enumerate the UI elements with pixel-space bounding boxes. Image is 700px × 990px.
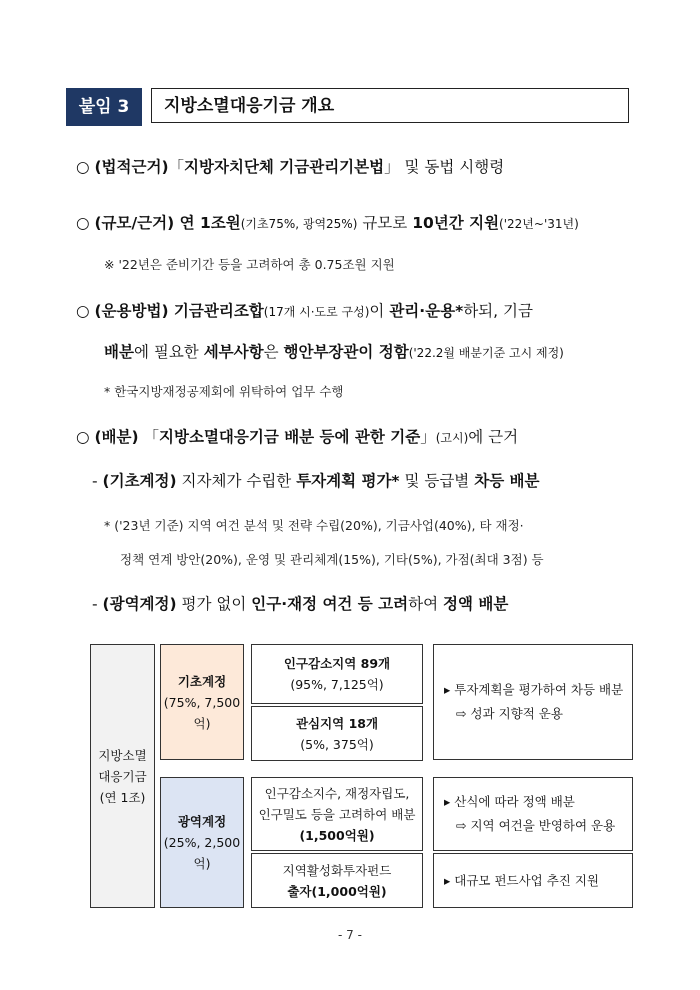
bullet-operation	[76, 299, 533, 321]
fund-desc-box	[433, 853, 633, 908]
operation-details: 세부사항	[203, 343, 264, 361]
regional-fund-line-2: 출자(1,000억원)	[287, 883, 387, 899]
attachment-tag: 붙임 3	[66, 88, 142, 126]
bullet-mark: ○	[76, 302, 90, 320]
population-decline-share: (95%, 7,125억)	[290, 677, 384, 692]
bullet-legal-basis	[76, 155, 504, 177]
wide-desc-line-1: ▸ 산식에 따라 정액 배분	[444, 794, 575, 809]
law-name: 지방자치단체 기금관리기본법	[184, 158, 385, 176]
page-title: 지방소멸대응기금 개요	[151, 88, 629, 123]
legal-basis-head: (법적근거)	[94, 158, 169, 176]
distribution-standard: 지방소멸대응기금 배분 등에 관한 기준	[159, 428, 421, 446]
wide-desc-box	[433, 777, 633, 851]
basic-account-head: (기초계정)	[102, 472, 177, 490]
operation-minister: 행안부장관이 정함	[283, 343, 409, 361]
basic-account-t2: 및 등급별	[399, 472, 475, 490]
interest-region-title: 관심지역 18개	[295, 715, 379, 731]
quote-open: 「	[168, 158, 185, 176]
scale-period: 10년간 지원	[412, 214, 500, 232]
basic-account-t1: 지자체가 수립한	[176, 472, 297, 490]
wide-account-box	[160, 777, 244, 908]
operation-line-2	[104, 340, 564, 362]
operation-t1: 에 필요한	[133, 343, 204, 361]
wide-account-fixed: 정액 배분	[443, 595, 509, 613]
scale-ratio: (기초75%, 광역25%)	[240, 217, 358, 231]
distribution-tail: 에 근거	[468, 428, 519, 446]
page-number: - 7 -	[338, 928, 362, 942]
interest-region-box	[251, 706, 423, 761]
fund-root-line-2: 대응기금	[98, 768, 147, 784]
wide-desc-line-2: ⇨ 지역 여건을 반영하여 운용	[456, 818, 616, 833]
wide-account-consider: 인구·재정 여건 등 고려	[251, 595, 409, 613]
basic-account-diff: 차등 배분	[474, 472, 540, 490]
basic-account-eval: 투자계획 평가*	[296, 472, 400, 490]
operation-note: * 한국지방재정공제회에 위탁하여 업무 수행	[104, 384, 344, 399]
fund-root-box	[90, 644, 155, 908]
wide-account-t2: 하여	[408, 595, 443, 613]
basic-desc-line-2: ⇨ 성과 지향적 운용	[456, 706, 563, 721]
bullet-mark: ○	[76, 214, 90, 232]
wide-formula-box	[251, 777, 423, 851]
basic-account-note-1: * ('23년 기준) 지역 여건 분석 및 전략 수립(20%), 기금사업(40%), 타 재정·	[104, 518, 524, 533]
fund-root-line-3: (연 1조)	[99, 789, 146, 805]
wide-formula-line-1: 인구감소지수, 재정자립도,	[264, 785, 410, 801]
wide-account-t1: 평가 없이	[176, 595, 252, 613]
dash-mark: -	[92, 595, 103, 613]
basic-account-title: 기초계정	[177, 673, 227, 689]
wide-formula-line-2: 인구밀도 등을 고려하여 배분	[258, 806, 416, 822]
wide-account-title: 광역계정	[177, 814, 227, 829]
distribution-head: (배분)	[94, 428, 139, 446]
dash-mark: -	[92, 472, 103, 490]
operation-t2: 은	[263, 343, 284, 361]
basic-account-box	[160, 644, 244, 760]
distribution-notice: (고시)	[435, 431, 469, 445]
scale-note: ※ '22년은 준비기간 등을 고려하여 총 0.75조원 지원	[104, 257, 395, 272]
operation-manage: 관리·운용*	[389, 302, 464, 320]
wide-account-share: (25%, 2,500억)	[163, 835, 241, 871]
operation-tail: 하되, 기금	[463, 302, 533, 320]
basic-account-share: (75%, 7,500억)	[163, 694, 241, 731]
operation-head: (운용방법) 기금관리조합	[94, 302, 264, 320]
dash-basic-account	[92, 469, 540, 491]
bullet-scale	[76, 211, 579, 233]
legal-basis-rest: 및 동법 시행령	[399, 158, 505, 176]
bullet-mark: ○	[76, 158, 90, 176]
operation-mid: 이	[369, 302, 390, 320]
wide-formula-amount: (1,500억원)	[299, 827, 375, 843]
scale-head: (규모/근거) 연 1조원	[94, 214, 241, 232]
population-decline-box	[251, 644, 423, 704]
operation-allocation: 배분	[104, 343, 134, 361]
wide-account-head: (광역계정)	[102, 595, 177, 613]
regional-fund-box	[251, 853, 423, 908]
scale-years: ('22년~'31년)	[499, 217, 579, 231]
fund-root-line-1: 지방소멸	[98, 747, 147, 763]
quote-close: 」	[384, 158, 400, 176]
interest-region-share: (5%, 375억)	[300, 736, 374, 752]
dash-wide-account	[92, 592, 508, 614]
quote-open: 「	[138, 428, 160, 446]
fund-desc-line: ▸ 대규모 펀드사업 추진 지원	[444, 872, 599, 888]
population-decline-title: 인구감소지역 89개	[283, 656, 391, 671]
scale-mid: 규모로	[357, 214, 413, 232]
operation-notice: ('22.2월 배분기준 고시 제정)	[408, 346, 564, 360]
regional-fund-line-1: 지역활성화투자펀드	[282, 862, 392, 878]
bullet-distribution	[76, 425, 518, 447]
bullet-mark: ○	[76, 428, 90, 446]
operation-composition: (17개 시·도로 구성)	[263, 305, 370, 319]
basic-account-note-2: 정책 연계 방안(20%), 운영 및 관리체계(15%), 기타(5%), 가점(최대 3점) 등	[120, 552, 544, 567]
quote-close: 」	[420, 428, 436, 446]
basic-desc-box	[433, 644, 633, 760]
basic-desc-line-1: ▸ 투자계획을 평가하여 차등 배분	[444, 682, 624, 697]
